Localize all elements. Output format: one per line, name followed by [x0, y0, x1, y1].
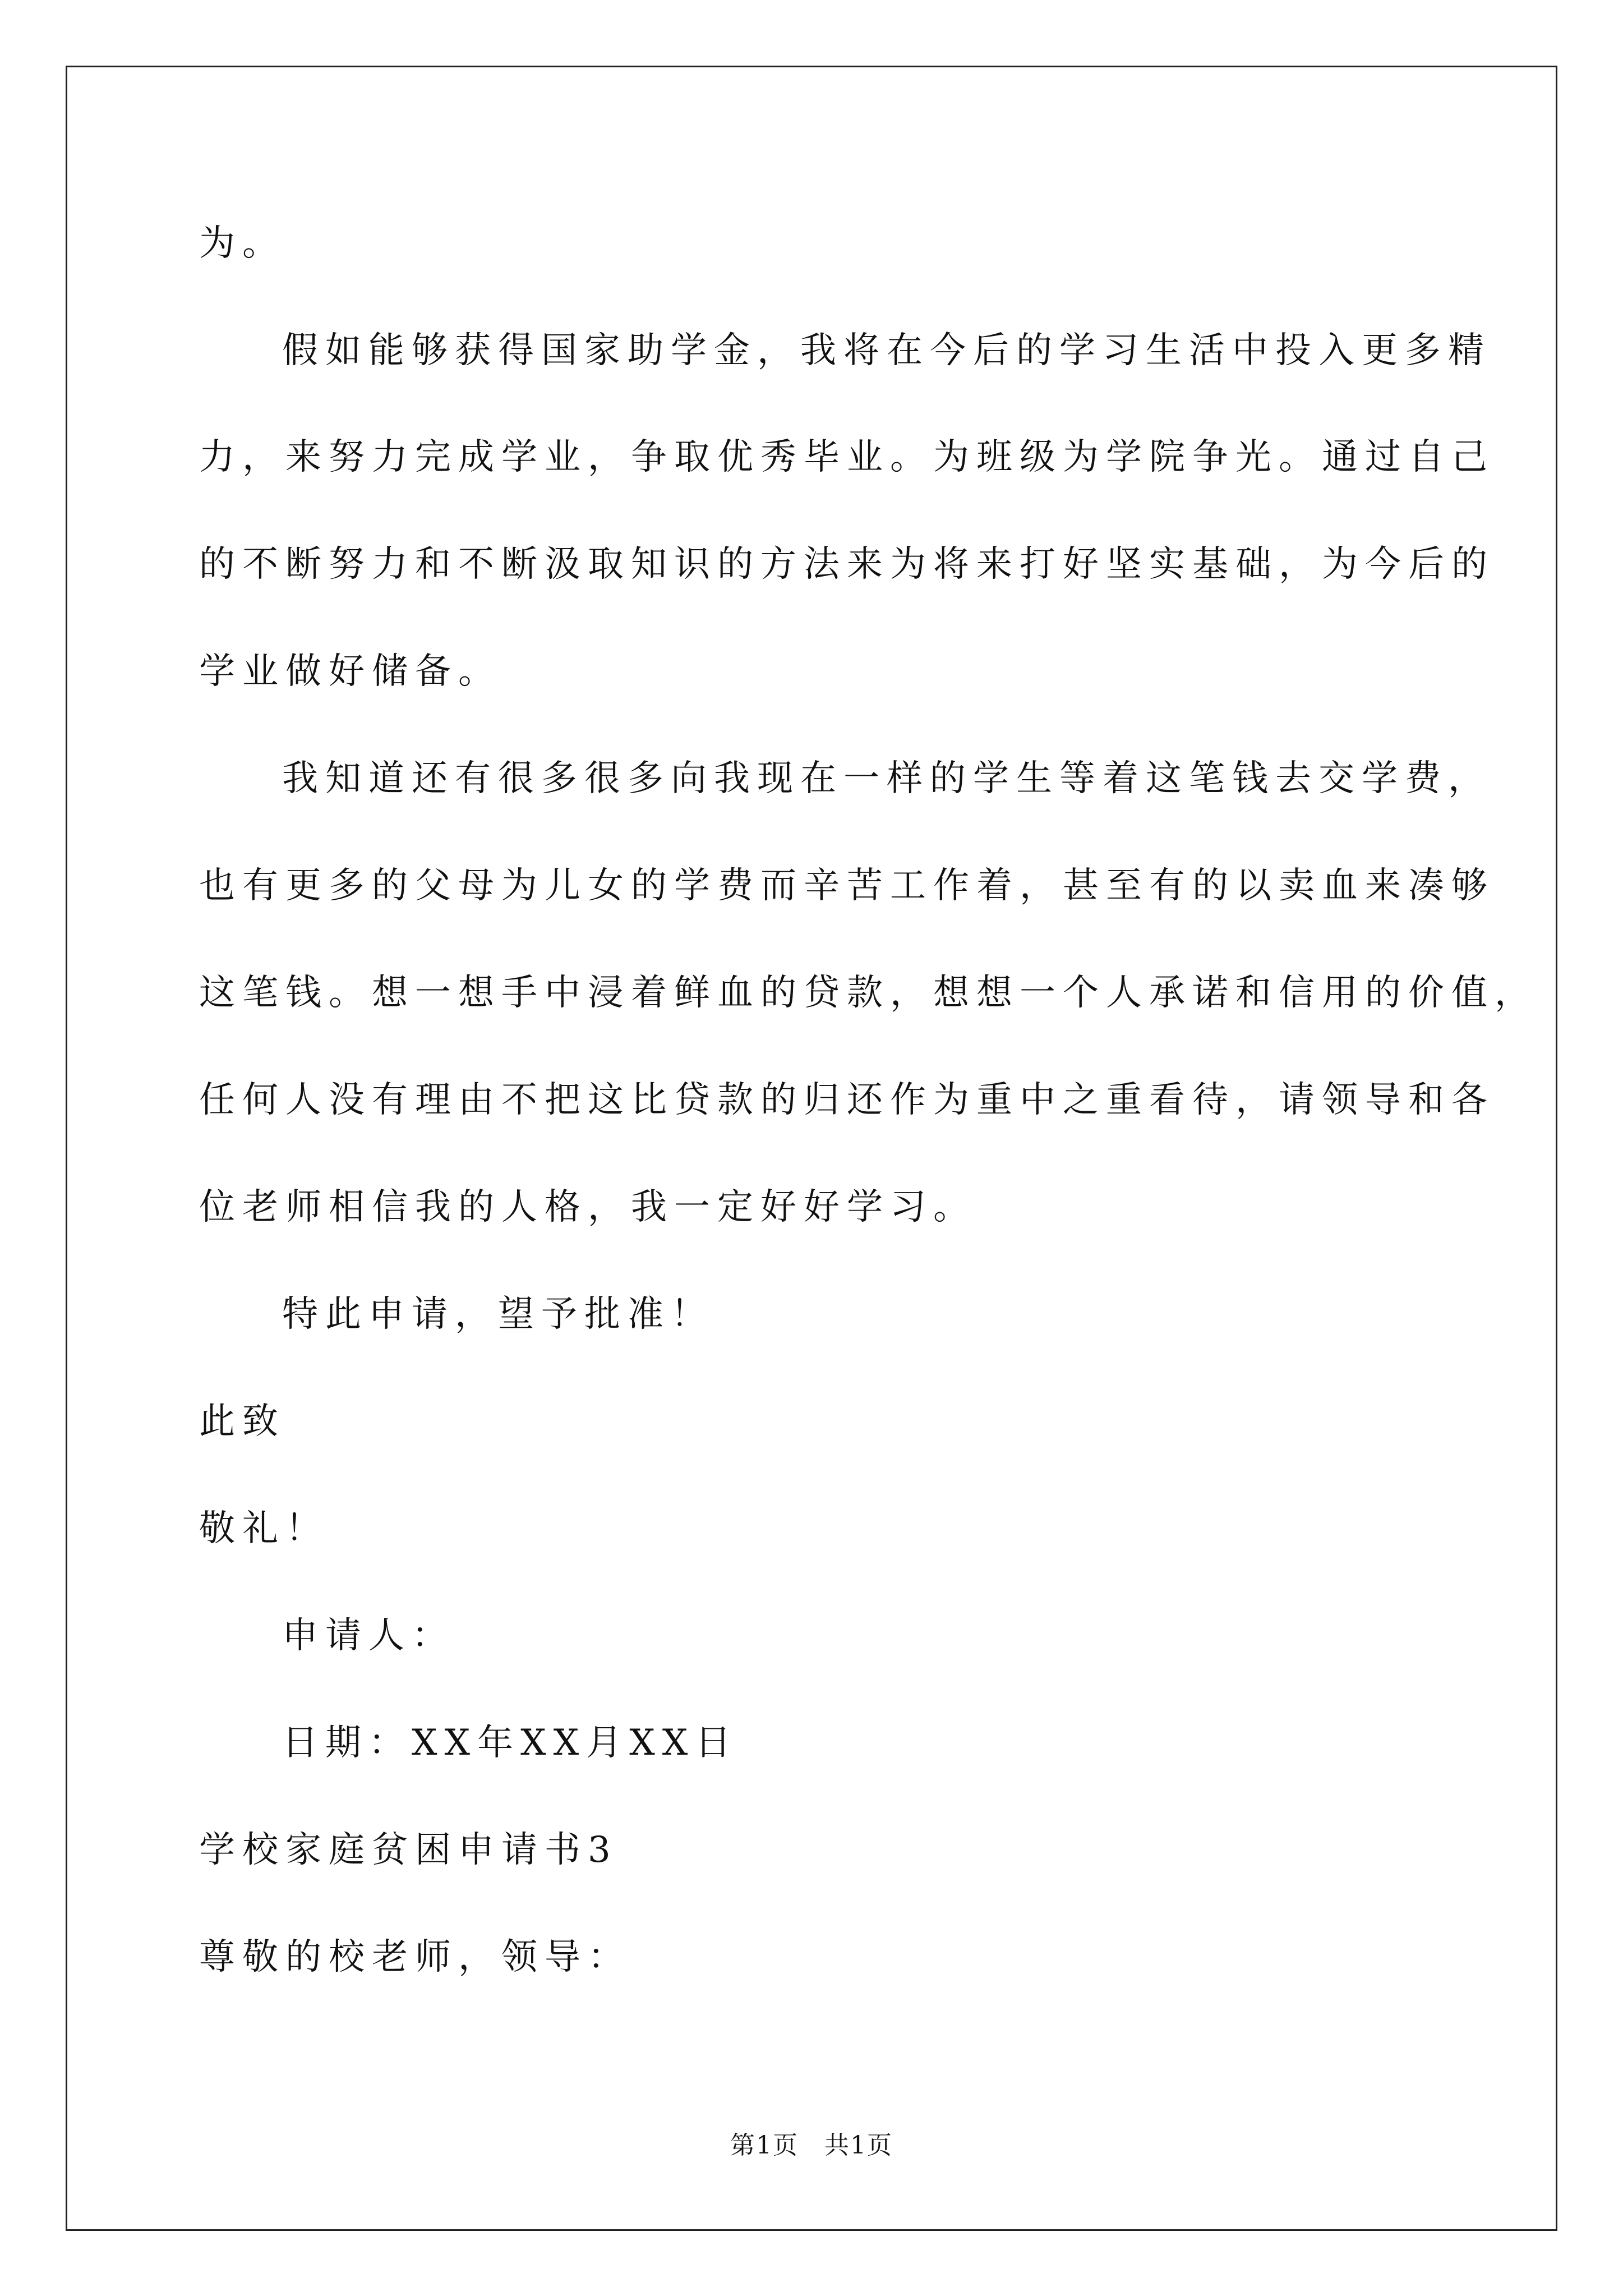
paragraph-line: 为。 [199, 223, 285, 264]
paragraph-line: 位老师相信我的人格，我一定好好学习。 [199, 1186, 976, 1228]
closing-salutation: 此致 [199, 1401, 285, 1442]
page-total: 共1页 [824, 2131, 893, 2160]
request-line: 特此申请，望予批准！ [282, 1294, 714, 1335]
greeting-line: 尊敬的校老师，领导： [199, 1936, 631, 1978]
paragraph-line: 也有更多的父母为儿女的学费而辛苦工作着，甚至有的以卖血来凑够 [199, 865, 1495, 907]
page-footer [0, 2132, 1623, 2160]
paragraph-line: 任何人没有理由不把这比贷款的归还作为重中之重看待，请领导和各 [199, 1079, 1495, 1121]
applicant-line: 申请人： [282, 1615, 455, 1657]
date-line: 日期：XX年XX月XX日 [282, 1722, 739, 1764]
paragraph-line: 学业做好储备。 [199, 651, 501, 692]
page-number: 第1页 [730, 2131, 799, 2160]
paragraph-line: 我知道还有很多很多向我现在一样的学生等着这笔钱去交学费， [282, 758, 1491, 799]
section-title: 学校家庭贫困申请书3 [199, 1829, 618, 1871]
page-border [66, 66, 1557, 2231]
closing-regards: 敬礼！ [199, 1508, 329, 1549]
paragraph-line: 的不断努力和不断汲取知识的方法来为将来打好坚实基础，为今后的 [199, 544, 1495, 585]
paragraph-line: 这笔钱。想一想手中浸着鲜血的贷款，想想一个人承诺和信用的价值， [199, 972, 1538, 1014]
paragraph-line: 力，来努力完成学业，争取优秀毕业。为班级为学院争光。通过自己 [199, 436, 1495, 478]
paragraph-line: 假如能够获得国家助学金，我将在今后的学习生活中投入更多精 [282, 330, 1491, 371]
